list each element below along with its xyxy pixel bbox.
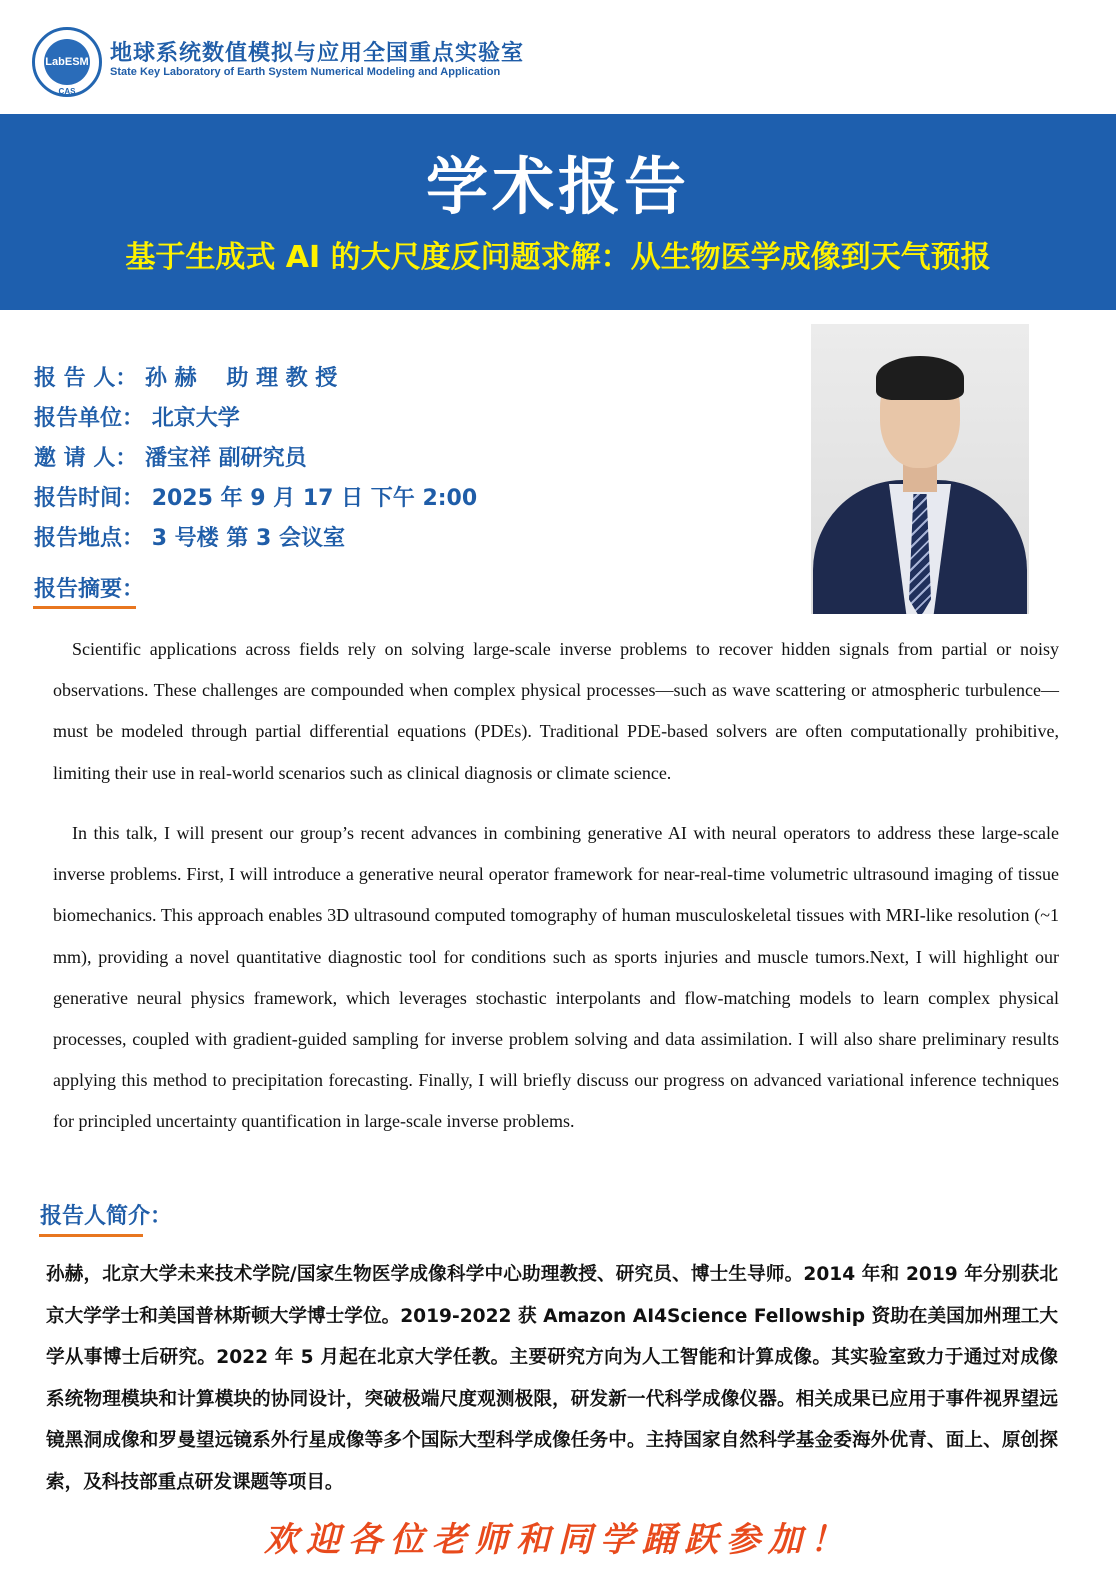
time-label: 报告时间： xyxy=(34,486,145,511)
abstract-paragraph-1: Scientific applications across fields rely on solving large-scale inverse problems to recover hidden signals from partial or noisy observations. These challenges are compounded when complex physical processes—such as wave scattering or atmospheric turbulence—must be modeled through partial differential equations (PDEs). Traditional PDE-based solvers are often computationally prohibitive, limiting their use in real-world scenarios such as clinical diagnosis or climate science. xyxy=(53,639,1059,783)
place-value: 3 号楼 第 3 会议室 xyxy=(151,526,345,551)
abstract-body-2 xyxy=(53,813,1059,1143)
talk-title: 基于生成式 AI 的大尺度反问题求解：从生物医学成像到天气预报 xyxy=(125,240,991,275)
speaker-label: 报 告 人： xyxy=(34,366,138,391)
page-title: 学术报告 xyxy=(425,150,690,223)
welcome-banner: 欢迎各位老师和同学踊跃参加！ xyxy=(264,1520,852,1560)
abstract-heading-underline xyxy=(33,606,136,609)
bio-body: 孙赫，北京大学未来技术学院/国家生物医学成像科学中心助理教授、研究员、博士生导师。2014 年和 2019 年分别获北京大学学士和美国普林斯顿大学博士学位。2019-2022 获 Amazon AI4Science Fellowship 资助在美国加州理工大学从事博士后研究。2022 年 5 月起在北京大学任教。主要研究方向为人工智能和计算成像。其实验室致力于通过对成像系统物理模块和计算模块的协同设计，突破极端尺度观测极限，研发新一代科学成像仪器。相关成果已应用于事件视界望远镜黑洞成像和罗曼望远镜系外行星成像等多个国际大型科学成像任务中。主持国家自然科学基金委海外优青、面上、原创探索，及科技部重点研发课题等项目。 xyxy=(46,1264,1058,1493)
speaker-row xyxy=(34,364,337,394)
bio-heading-underline xyxy=(39,1234,143,1237)
abstract-body xyxy=(53,629,1059,794)
unit-value: 北京大学 xyxy=(151,406,240,431)
place-row xyxy=(34,524,345,554)
logo-mark: LabESM xyxy=(44,39,90,85)
lab-name-en: State Key Laboratory of Earth System Numerical Modeling and Application xyxy=(110,66,501,78)
lab-name-cn: 地球系统数值模拟与应用全国重点实验室 xyxy=(110,41,525,66)
header-bar xyxy=(0,0,1116,114)
abstract-heading: 报告摘要： xyxy=(34,577,145,602)
unit-label: 报告单位： xyxy=(34,406,145,431)
place-label: 报告地点： xyxy=(34,526,145,551)
speaker-value: 孙 赫 助 理 教 授 xyxy=(145,366,338,391)
time-row xyxy=(34,484,477,514)
speaker-photo xyxy=(811,324,1029,614)
photo-hair xyxy=(876,356,964,400)
lab-logo xyxy=(32,27,102,97)
inviter-label: 邀 请 人： xyxy=(34,446,138,471)
unit-row xyxy=(34,404,240,434)
title-banner xyxy=(0,114,1116,310)
inviter-row xyxy=(34,444,307,474)
logo-cas-text: CAS xyxy=(58,87,76,96)
bio-heading: 报告人简介： xyxy=(40,1204,173,1229)
time-value: 2025 年 9 月 17 日 下午 2:00 xyxy=(151,486,478,511)
inviter-value: 潘宝祥 副研究员 xyxy=(145,446,307,471)
abstract-paragraph-2: In this talk, I will present our group’s recent advances in combining generative AI with neural operators to address these large-scale inverse problems. First, I will introduce a generative neural operator framework for near-real-time volumetric ultrasound imaging of tissue biomechanics. This approach enables 3D ultrasound computed tomography of human musculoskeletal tissues with MRI-like resolution (~1 mm), providing a novel quantitative diagnostic tool for conditions such as sports injuries and muscle tumors.Next, I will highlight our generative neural physics framework, which leverages stochastic interpolants and flow-matching models to learn complex physical processes, coupled with gradient-guided sampling for inverse problem solving and data assimilation. I will also share preliminary results applying this method to precipitation forecasting. Finally, I will briefly discuss our progress on advanced variational inference techniques for principled uncertainty quantification in large-scale inverse problems. xyxy=(53,823,1059,1132)
